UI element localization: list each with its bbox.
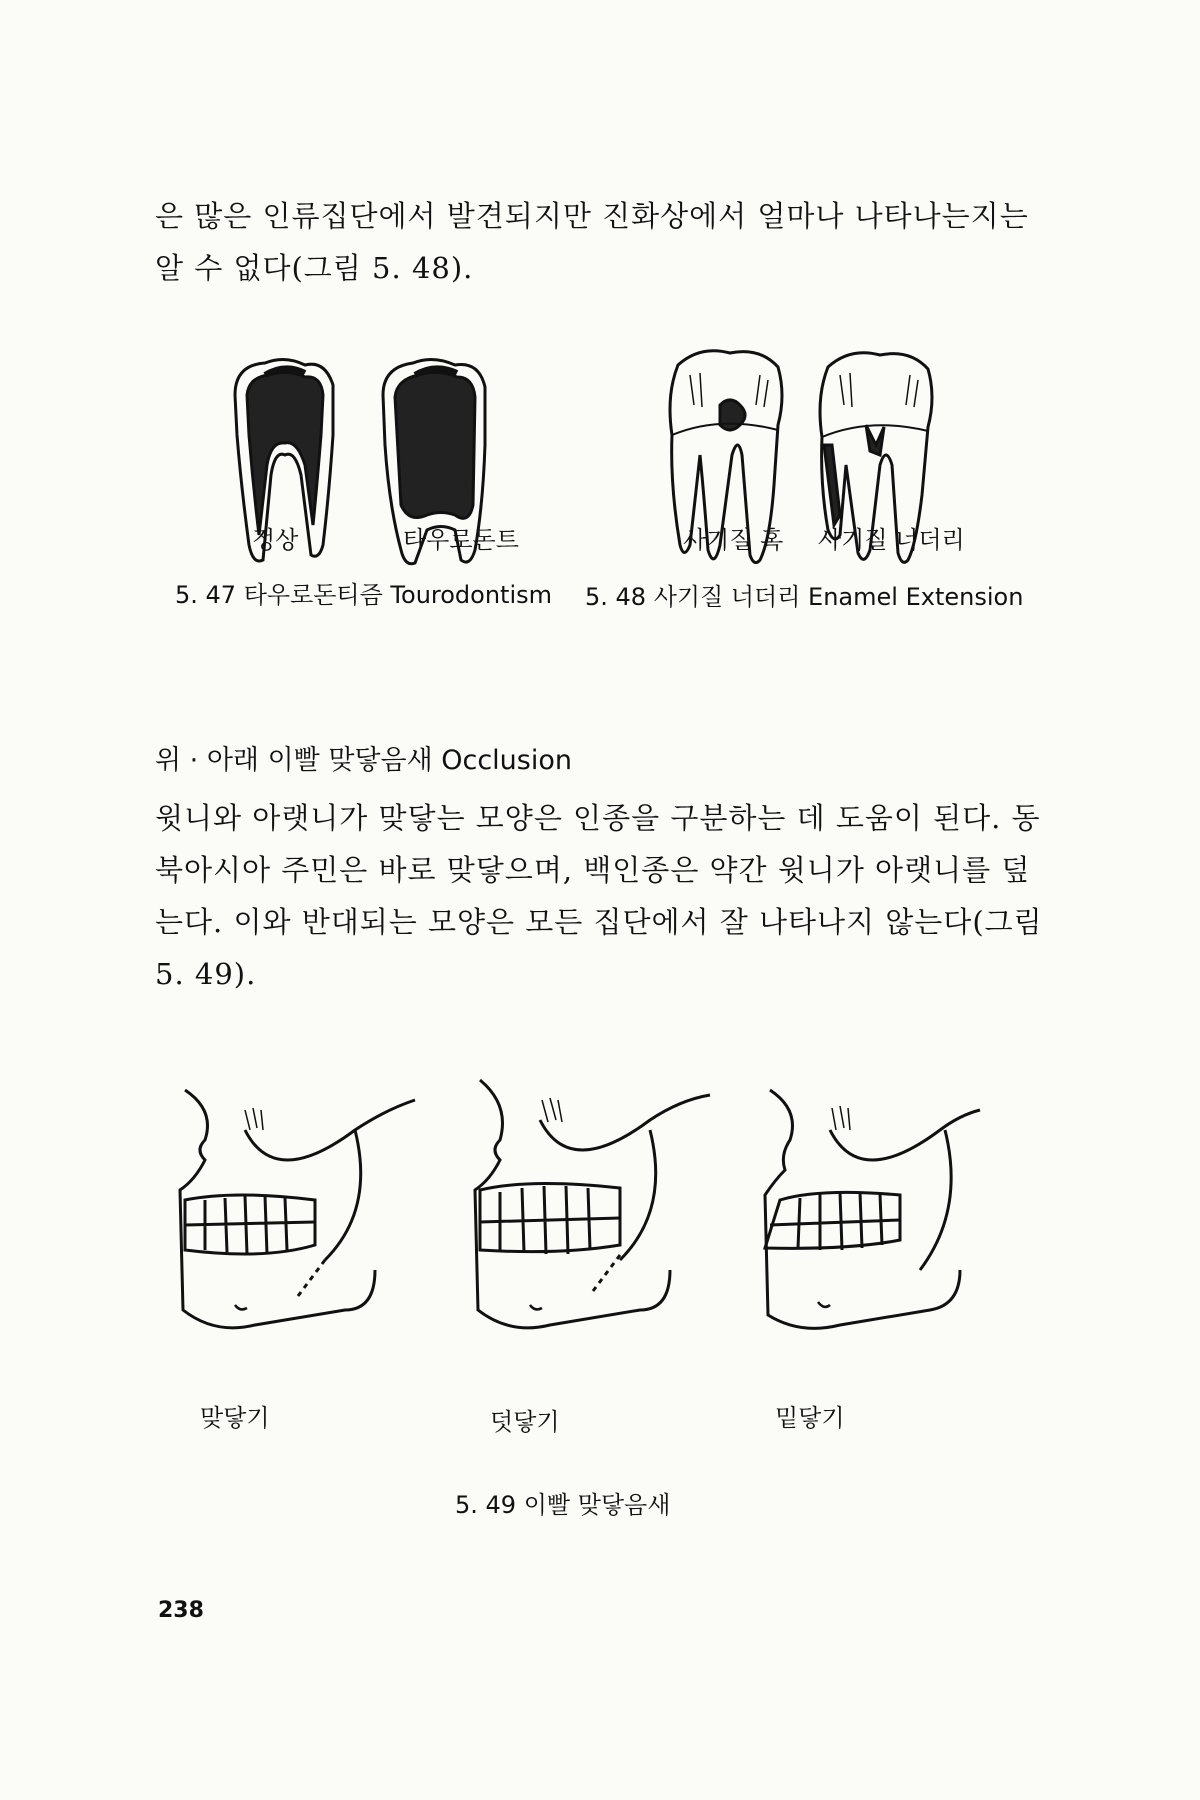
label-overbite: 덧닿기	[490, 1408, 560, 1436]
label-edge-to-edge: 맞닿기	[200, 1404, 270, 1432]
figure-5-49-illustration	[170, 1070, 1070, 1390]
underbite-jaw-drawing	[765, 1090, 980, 1328]
section-heading: 위 · 아래 이빨 맞닿음새 Occlusion	[155, 745, 572, 776]
occlusion-drawings	[170, 1070, 1070, 1390]
intro-text: 은 많은 인류집단에서 발견되지만 진화상에서 얼마나 나타나는지는 알 수 없다(그림 5. 48).	[155, 199, 1029, 285]
overbite-jaw-drawing	[475, 1080, 710, 1328]
occlusion-text: 윗니와 아랫니가 맞닿는 모양은 인종을 구분하는 데 도움이 된다. 동북아시아 주민은 바로 맞닿으며, 백인종은 약간 윗니가 아랫니를 덮는다. 이와 반대되는 모양은 모든 집단에서 잘 나타나지 않는다(그림 5. 49).	[155, 801, 1043, 991]
label-normal: 정상	[252, 526, 299, 554]
label-enamel-pearl: 사기질 혹	[683, 526, 784, 554]
label-taurodont: 타우로돈트	[403, 526, 519, 554]
intro-paragraph	[155, 190, 1055, 294]
edge-to-edge-jaw-drawing	[180, 1090, 415, 1328]
caption-5-49: 5. 49 이빨 맞닿음새	[455, 1491, 671, 1519]
label-underbite: 밑닿기	[775, 1404, 845, 1432]
caption-5-48: 5. 48 사기질 너더리 Enamel Extension	[585, 583, 1024, 611]
label-enamel-extension: 사기질 너더리	[818, 526, 965, 554]
occlusion-paragraph	[155, 792, 1055, 1000]
page-number: 238	[158, 1598, 204, 1623]
caption-5-47: 5. 47 타우로돈티즘 Tourodontism	[175, 581, 553, 609]
